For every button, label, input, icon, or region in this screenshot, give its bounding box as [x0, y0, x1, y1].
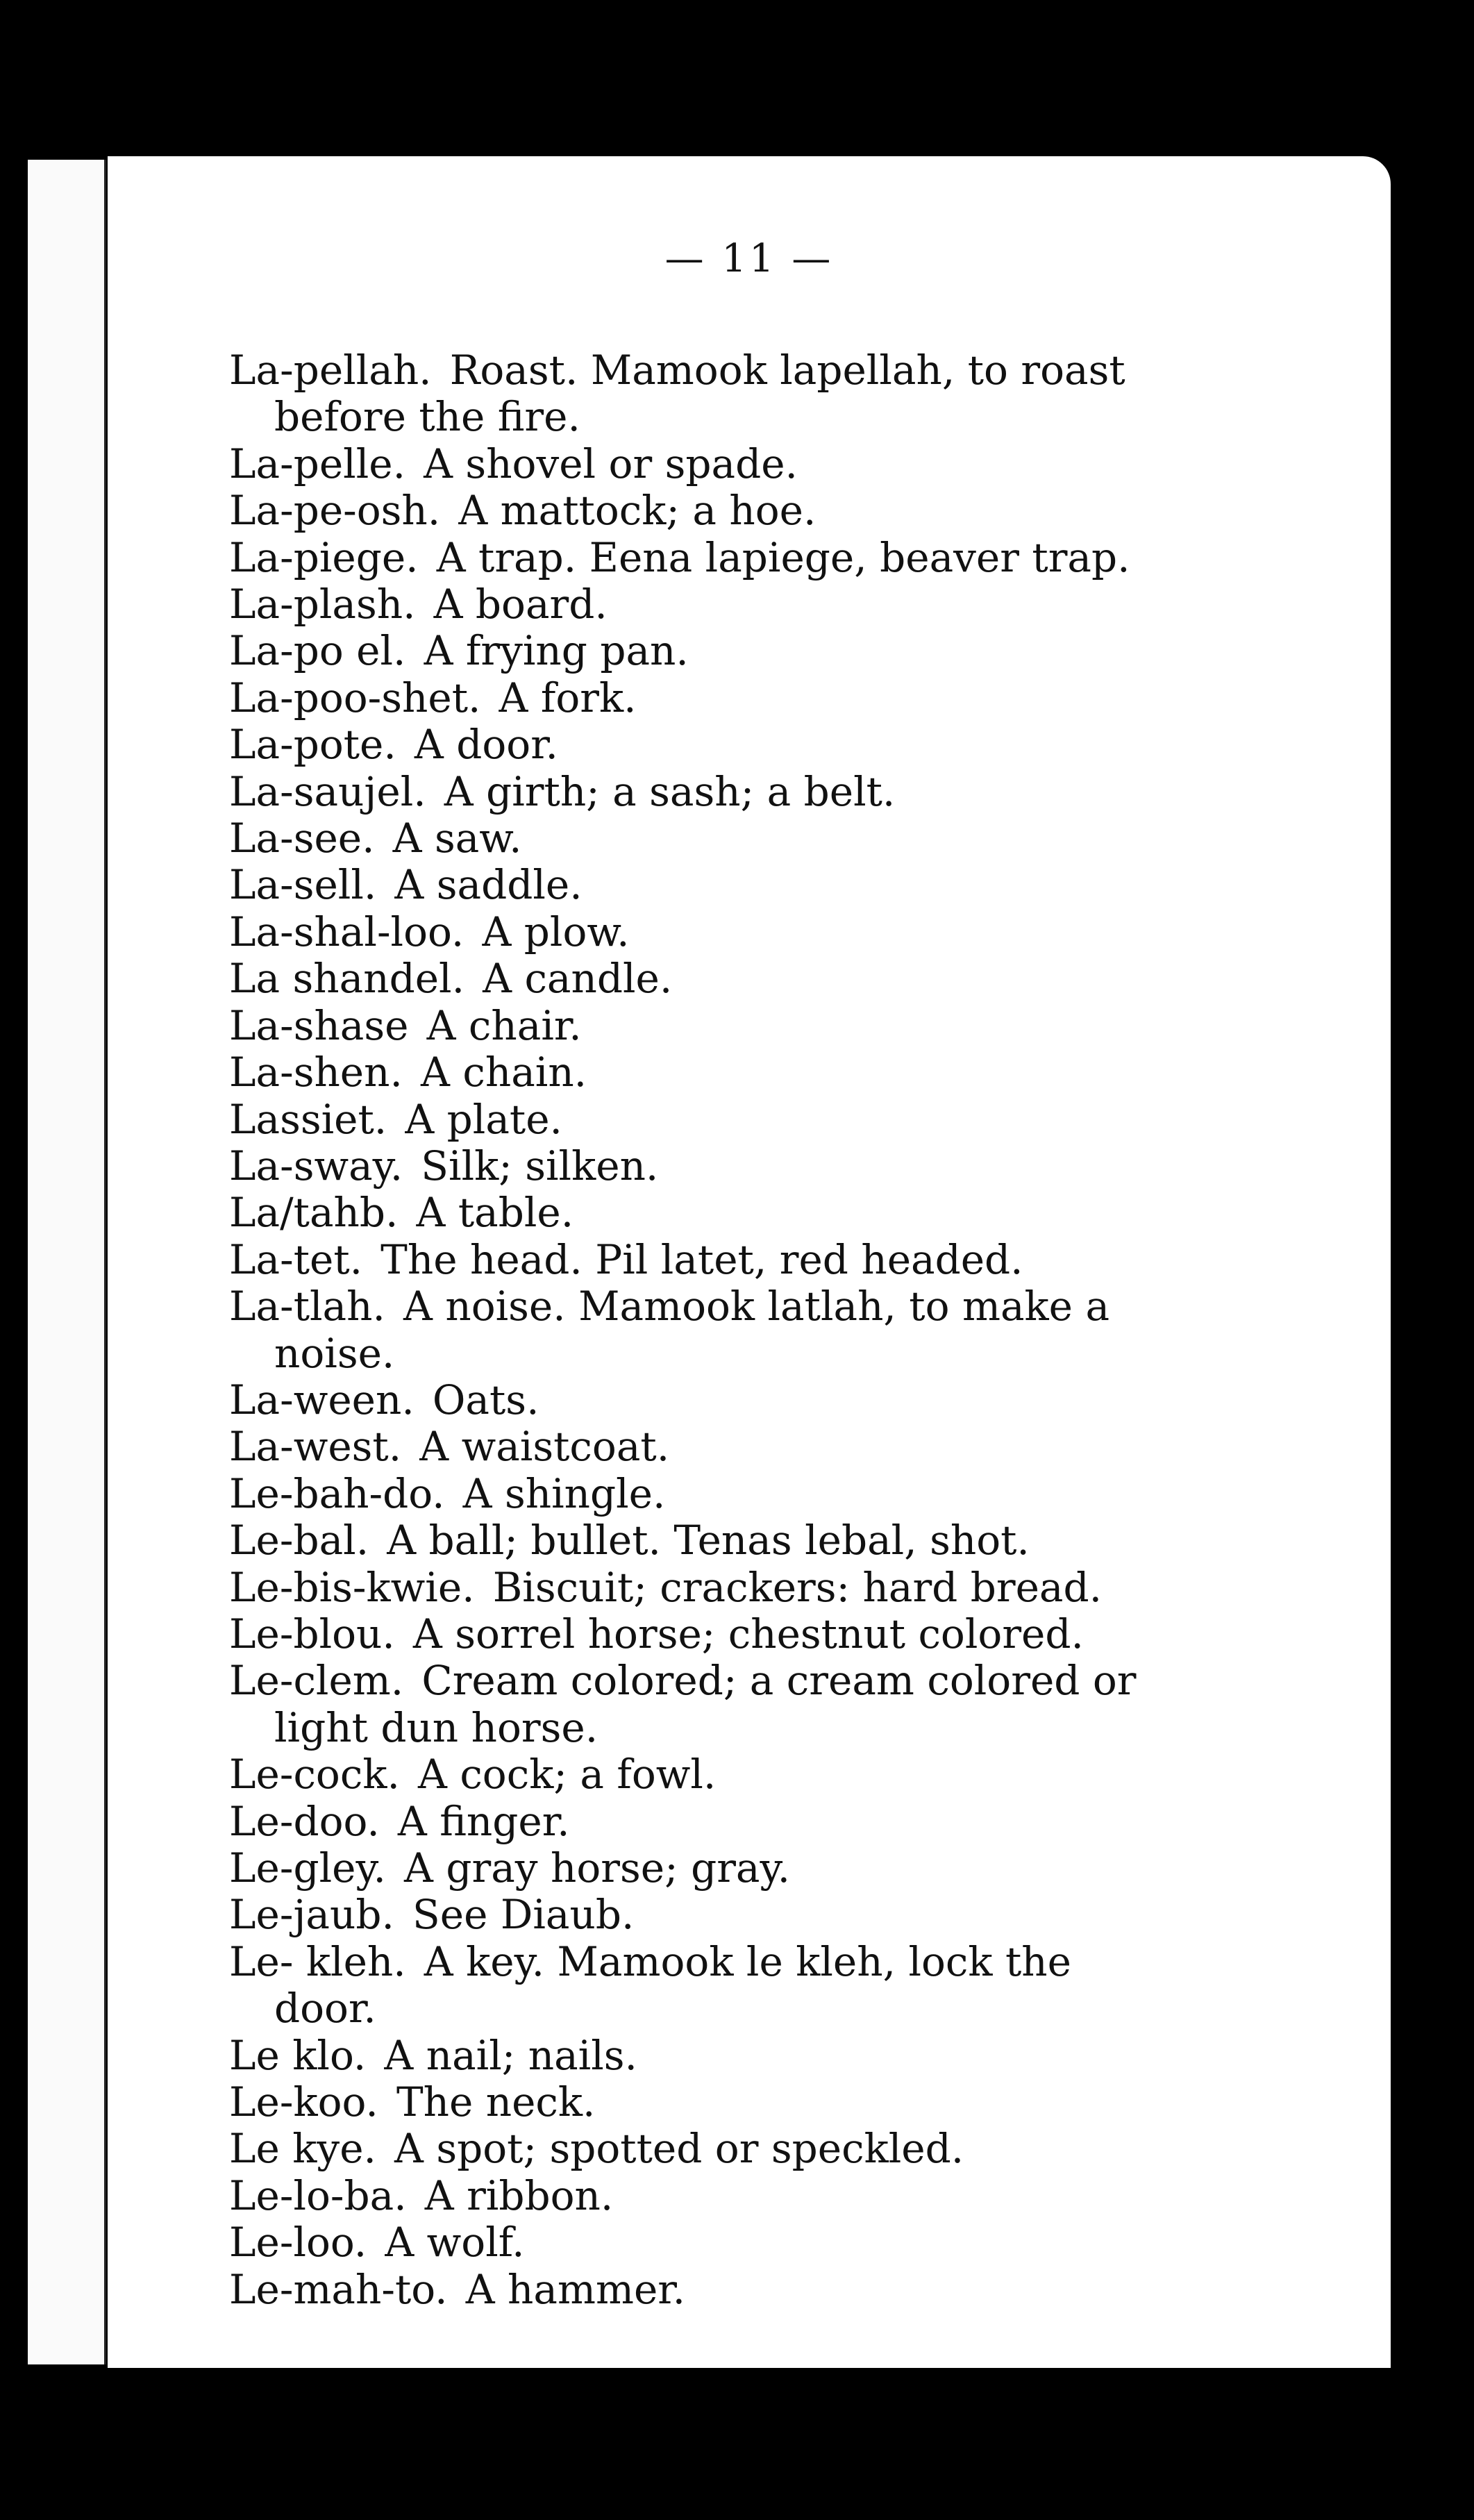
entry-headword: La/tahb.	[229, 1189, 399, 1237]
entry-definition: A chain.	[421, 1049, 587, 1096]
entry-headword: La-shal-loo.	[229, 908, 464, 956]
dictionary-entry	[229, 2173, 1375, 2219]
entry-definition: A key. Mamook le kleh, lock the	[424, 1937, 1071, 1985]
entry-headword: Le kye.	[229, 2125, 376, 2173]
entry-headword: Le-bal.	[229, 1517, 369, 1564]
entry-headword: Le-blou.	[229, 1610, 395, 1658]
dictionary-entry	[229, 1799, 1375, 1845]
entry-headword: La-west.	[229, 1423, 402, 1471]
entry-definition-continued: before the fire.	[274, 393, 580, 441]
entry-definition: Oats.	[432, 1376, 539, 1424]
left-page-edge	[28, 160, 106, 2364]
entry-definition: A mattock; a hoe.	[458, 487, 816, 535]
dictionary-entry	[229, 1424, 1375, 1470]
entry-definition-continued: door.	[274, 1985, 376, 2033]
entry-definition: A candle.	[483, 955, 673, 1003]
entry-headword: La-poo-shet.	[229, 674, 481, 721]
dictionary-entry	[229, 628, 1375, 674]
dictionary-entry	[229, 956, 1375, 1002]
entry-headword: La-shen.	[229, 1049, 403, 1096]
dictionary-entry	[229, 909, 1375, 956]
entry-definition: A cock; a fowl.	[418, 1751, 717, 1799]
dictionary-entry	[229, 535, 1375, 581]
entry-headword: Le klo.	[229, 2031, 367, 2079]
entry-definition: A board.	[433, 581, 608, 628]
dictionary-entry	[229, 1845, 1375, 1892]
dictionary-entry	[229, 1939, 1375, 2033]
dictionary-entry	[229, 1096, 1375, 1143]
dictionary-entry	[229, 1471, 1375, 1517]
entry-list	[229, 347, 1375, 2313]
entry-definition: A door.	[414, 721, 558, 769]
entry-headword: La-saujel.	[229, 767, 426, 815]
entry-definition-continued: noise.	[274, 1329, 395, 1377]
entry-definition: A plate.	[405, 1095, 562, 1143]
dictionary-entry	[229, 2267, 1375, 2313]
entry-headword: La-shase	[229, 1001, 409, 1049]
entry-headword: Le-lo-ba.	[229, 2171, 407, 2219]
entry-headword: La-tlah.	[229, 1283, 385, 1330]
entry-headword: Le-koo.	[229, 2078, 378, 2126]
entry-headword: Le-bah-do.	[229, 1469, 445, 1517]
entry-definition: A wolf.	[385, 2219, 525, 2267]
entry-headword: Le-gley.	[229, 1844, 386, 1892]
entry-definition: A trap. Eena lapiege, beaver trap.	[436, 533, 1130, 581]
entry-definition: A saw.	[392, 815, 522, 862]
dictionary-entry	[229, 487, 1375, 534]
entry-headword: La-sell.	[229, 861, 377, 909]
entry-headword: La-piege.	[229, 533, 419, 581]
entry-headword: Le-jaub.	[229, 1891, 394, 1939]
dictionary-entry	[229, 581, 1375, 628]
entry-headword: Lassiet.	[229, 1095, 387, 1143]
entry-definition: A ball; bullet. Tenas lebal, shot.	[387, 1517, 1030, 1564]
dictionary-entry	[229, 1658, 1375, 1751]
dictionary-entry	[229, 1564, 1375, 1611]
entry-headword: Le-loo.	[229, 2219, 367, 2267]
dictionary-entry	[229, 1049, 1375, 1096]
entry-headword: La-tet.	[229, 1235, 363, 1283]
entry-headword: La-po el.	[229, 627, 406, 675]
entry-definition: A chair.	[426, 1001, 582, 1049]
entry-definition: A spot; spotted or speckled.	[394, 2125, 964, 2173]
entry-definition: A ribbon.	[424, 2171, 614, 2219]
dictionary-entry	[229, 721, 1375, 768]
entry-headword: La-pelle.	[229, 440, 406, 487]
entry-headword: Le-clem.	[229, 1657, 404, 1705]
entry-headword: La-see.	[229, 815, 375, 862]
entry-definition: A saddle.	[394, 861, 583, 909]
dictionary-entry	[229, 347, 1375, 441]
entry-headword: Le-doo.	[229, 1797, 380, 1845]
dictionary-entry	[229, 2219, 1375, 2266]
entry-definition: A waistcoat.	[419, 1423, 670, 1471]
dictionary-entry	[229, 1190, 1375, 1236]
entry-definition: See Diaub.	[412, 1891, 635, 1939]
dictionary-entry	[229, 1517, 1375, 1564]
entry-definition: A gray horse; gray.	[404, 1844, 791, 1892]
dictionary-entry	[229, 1003, 1375, 1049]
entry-headword: La-plash.	[229, 581, 416, 628]
dictionary-entry	[229, 2079, 1375, 2126]
entry-definition: A table.	[416, 1189, 574, 1237]
entry-definition: Cream colored; a cream colored or	[421, 1657, 1137, 1705]
entry-headword: La-ween.	[229, 1376, 414, 1424]
dictionary-entry	[229, 1143, 1375, 1190]
entry-headword: La-sway.	[229, 1142, 403, 1190]
entry-definition: A hammer.	[465, 2265, 686, 2313]
entry-definition: A girth; a sash; a belt.	[444, 767, 896, 815]
dictionary-entry	[229, 769, 1375, 815]
dictionary-entry	[229, 862, 1375, 908]
entry-definition-continued: light dun horse.	[274, 1703, 598, 1751]
dictionary-entry	[229, 2126, 1375, 2172]
entry-headword: Le-bis-kwie.	[229, 1563, 475, 1611]
entry-definition: A nail; nails.	[384, 2031, 637, 2079]
dictionary-entry	[229, 815, 1375, 862]
entry-definition: A fork.	[499, 674, 637, 721]
entry-definition: A frying pan.	[424, 627, 689, 675]
entry-definition: A noise. Mamook latlah, to make a	[403, 1283, 1110, 1330]
page-number: — 11 —	[664, 236, 834, 281]
dictionary-entry	[229, 1611, 1375, 1658]
entry-definition: A sorrel horse; chestnut colored.	[412, 1610, 1084, 1658]
dictionary-entry	[229, 1237, 1375, 1283]
entry-headword: Le- kleh.	[229, 1937, 406, 1985]
entry-headword: Le-cock.	[229, 1751, 400, 1799]
dictionary-entry	[229, 1283, 1375, 1377]
entry-headword: La-pote.	[229, 721, 396, 769]
dictionary-entry	[229, 1377, 1375, 1424]
dictionary-entry	[229, 1751, 1375, 1798]
entry-definition: A finger.	[397, 1797, 570, 1845]
entry-definition: Biscuit; crackers: hard bread.	[492, 1563, 1103, 1611]
dictionary-entry	[229, 2033, 1375, 2079]
entry-headword: Le-mah-to.	[229, 2265, 448, 2313]
entry-definition: A plow.	[482, 908, 630, 956]
entry-headword: La-pellah.	[229, 347, 432, 394]
entry-definition: The neck.	[396, 2078, 596, 2126]
entry-definition: A shingle.	[462, 1469, 666, 1517]
entry-definition: Silk; silken.	[421, 1142, 659, 1190]
dictionary-entry	[229, 441, 1375, 487]
dictionary-entry	[229, 1892, 1375, 1938]
dictionary-entry	[229, 675, 1375, 721]
entry-definition: The head. Pil latet, red headed.	[380, 1235, 1023, 1283]
entry-headword: La shandel.	[229, 955, 465, 1003]
dictionary-page	[108, 156, 1391, 2368]
entry-definition: A shovel or spade.	[424, 440, 798, 487]
entry-definition: Roast. Mamook lapellah, to roast	[449, 347, 1125, 394]
entry-headword: La-pe-osh.	[229, 487, 441, 535]
